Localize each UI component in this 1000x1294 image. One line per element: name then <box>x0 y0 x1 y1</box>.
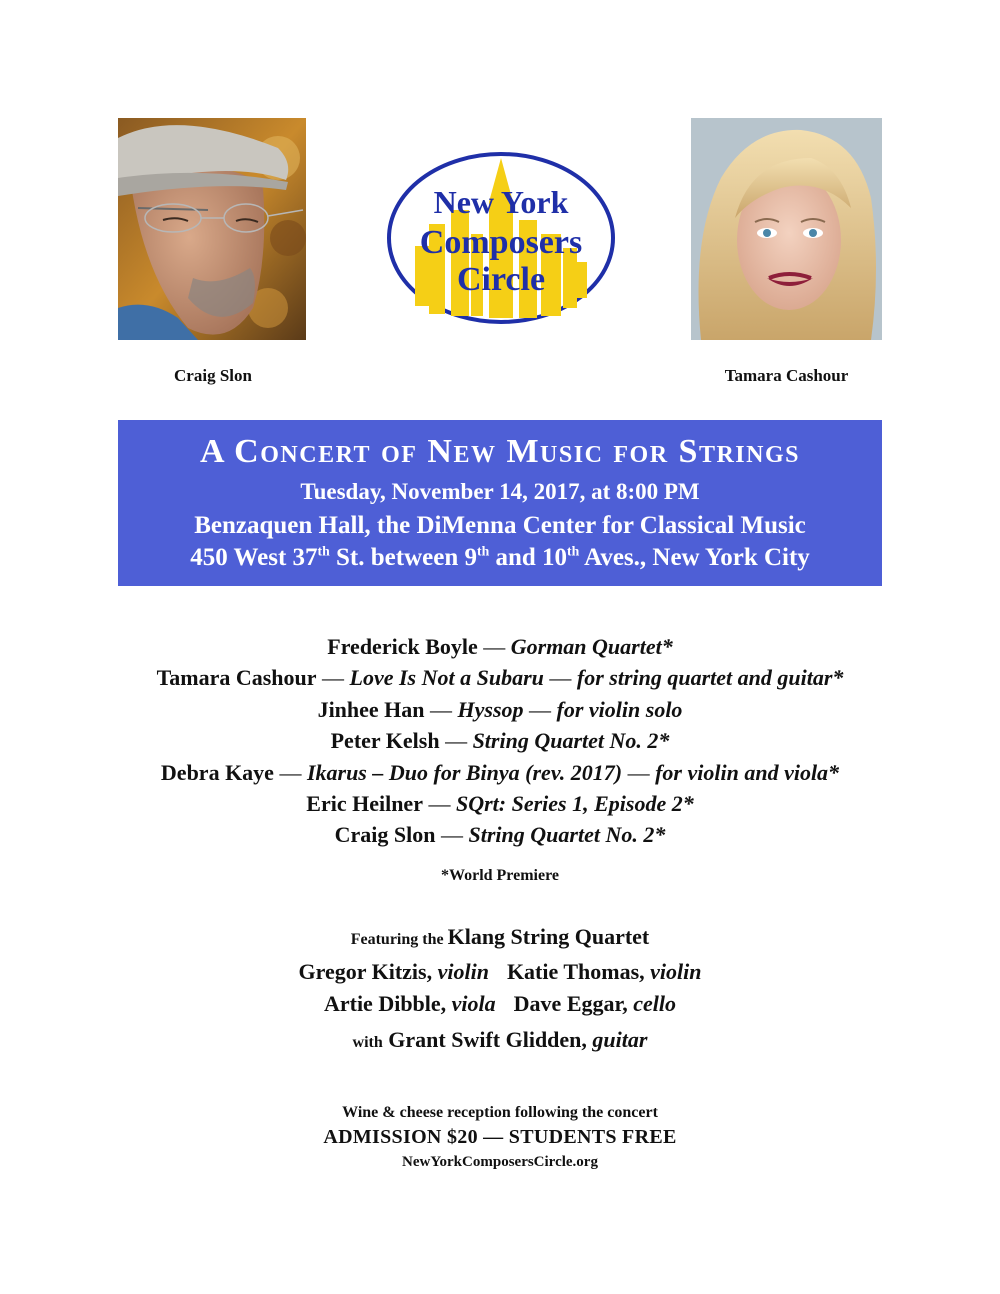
guest-artist-line <box>0 1027 1000 1053</box>
logo-line-3: Circle <box>456 261 546 298</box>
event-footer <box>0 1104 1000 1171</box>
composer-name: Tamara Cashour <box>156 665 317 691</box>
player-instrument: violin <box>437 959 489 984</box>
photo-caption-left: Craig Slon <box>174 366 252 385</box>
program-item: Eric Heilner — SQrt: Series 1, Episode 2* <box>306 790 694 816</box>
work-instrumentation: for string quartet and guitar* <box>576 665 844 691</box>
featuring-line <box>0 924 1000 950</box>
address-sup-3: th <box>567 543 580 559</box>
address-part-2: St. between 9 <box>329 544 477 571</box>
new-york-composers-circle-logo <box>385 150 617 326</box>
concert-venue: Benzaquen Hall, the DiMenna Center for Classical Music <box>194 512 806 539</box>
concert-banner <box>118 420 882 586</box>
composer-name: Frederick Boyle <box>327 634 478 659</box>
composer-name: Peter Kelsh <box>330 728 440 754</box>
guest-prefix: with <box>352 1034 383 1051</box>
composer-name: Craig Slon <box>334 822 436 848</box>
concert-date: Tuesday, November 14, 2017, at 8:00 PM <box>300 479 700 504</box>
work-title: Gorman Quartet* <box>510 634 673 659</box>
concert-address <box>118 544 882 572</box>
composer-name: Eric Heilner <box>306 790 423 816</box>
player-instrument: cello <box>633 991 677 1016</box>
player-name: Dave Eggar, <box>513 991 628 1016</box>
composer-photo-tamara-cashour <box>691 118 882 340</box>
address-sup-1: th <box>317 543 330 559</box>
program-item: Craig Slon — String Quartet No. 2* <box>334 822 666 848</box>
player-instrument: violin <box>650 959 702 984</box>
player-name: Gregor Kitzis, <box>298 959 433 984</box>
program-item: Debra Kaye — Ikarus – Duo for Binya (rev. 2017) — for violin and viola* <box>160 759 840 785</box>
work-title: String Quartet No. 2* <box>468 822 666 848</box>
program-item: Jinhee Han — Hyssop — for violin solo <box>317 696 683 722</box>
premiere-footnote: *World Premiere <box>440 867 560 884</box>
address-part-4: Aves., New York City <box>579 544 810 571</box>
work-instrumentation: for violin solo <box>556 696 683 722</box>
player-name: Katie Thomas, <box>506 959 645 984</box>
reception-note: Wine & cheese reception following the concert <box>342 1104 658 1121</box>
work-title: String Quartet No. 2* <box>472 728 670 754</box>
composer-photo-craig-slon <box>118 118 306 340</box>
guest-name: Grant Swift Glidden, <box>388 1027 587 1052</box>
address-part-1: 450 West 37 <box>190 544 318 571</box>
guest-instrument: guitar <box>592 1027 648 1052</box>
player-instrument: viola <box>451 991 496 1016</box>
program-list <box>60 631 940 851</box>
logo-line-1: New York <box>433 184 569 220</box>
work-title: Love Is Not a Subaru <box>349 665 544 691</box>
work-instrumentation: for violin and viola* <box>655 759 840 785</box>
work-title: SQrt: Series 1, Episode 2* <box>455 790 694 816</box>
program-item: Tamara Cashour — Love Is Not a Subaru — for string quartet and guitar* <box>156 665 844 691</box>
concert-title: A Concert of New Music for Strings <box>200 433 800 470</box>
work-title: Hyssop <box>457 696 524 722</box>
musicians-row-2 <box>0 991 1000 1017</box>
address-part-3: and 10 <box>489 544 568 571</box>
program-item: Peter Kelsh — String Quartet No. 2* <box>330 728 670 754</box>
work-title: Ikarus – Duo for Binya (rev. 2017) <box>306 759 623 785</box>
address-sup-2: th <box>476 543 490 559</box>
composer-name: Jinhee Han <box>317 696 425 722</box>
logo-line-2: Composers <box>419 224 583 261</box>
featuring-prefix: Featuring the <box>350 931 444 948</box>
player-name: Artie Dibble, <box>323 991 447 1016</box>
photo-caption-right: Tamara Cashour <box>724 366 849 385</box>
program-item: Frederick Boyle — Gorman Quartet* <box>327 634 673 659</box>
composer-name: Debra Kaye <box>160 759 274 785</box>
musicians-row-1 <box>0 959 1000 985</box>
admission-info: ADMISSION $20 — STUDENTS FREE <box>323 1126 677 1148</box>
ensemble-name: Klang String Quartet <box>447 924 650 949</box>
website-url: NewYorkComposersCircle.org <box>402 1154 598 1170</box>
